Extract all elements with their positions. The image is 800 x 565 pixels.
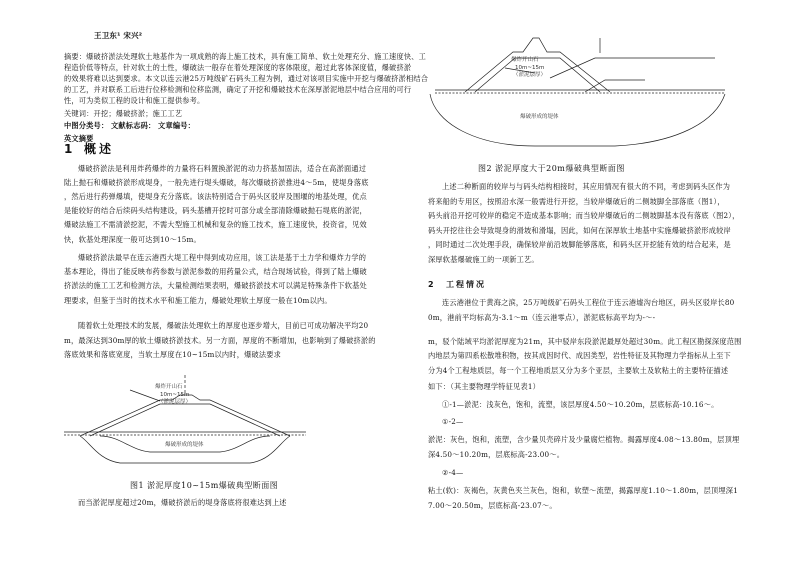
para5-line-1: 上述二种断面的较岸与与码头结构相接时，其应用情况有很大的不同，考虑到码头区作为 (442, 182, 731, 191)
keywords: 关键词：开挖；爆破挤淤；施工工艺 (64, 109, 183, 118)
fig2-label-top: 爆炸开山石 (511, 57, 539, 63)
fig1-label-top: 爆炸开山石 (155, 384, 183, 390)
para1-line-4: 是能较好的结合后续码头结构建设，码头基槽开挖时可部分或全部清除爆破抛石堤底的淤泥， (64, 206, 367, 215)
para6-line-2: 0m，港前平均标高为-3.1～m（连云港零点），淤泥底标高平均为-～- (428, 313, 656, 322)
para6-line-6: 如下：（其主要物理学特征见表1） (428, 382, 540, 391)
abstract-line-3: 的效果将难以达到要求。本文以连云港25万吨级矿石码头工程为例，通过对该项目实施中开挖与爆破挤淤相结合 (64, 74, 429, 83)
para6-line-4: 内地层为第四系松散堆积物，按其成因时代、成因类型，岩性特征及其物理力学指标从上至下 (428, 351, 731, 360)
figure-1-caption: 图1 淤泥厚度10~15m爆破典型断面图 (130, 481, 279, 490)
para1-line-1: 爆破挤淤法是利用炸药爆炸的力量将石料置换淤泥的动力挤基加固法，适合在高淤面通过 (78, 164, 367, 173)
layer-1-2-line-1: 淤泥：灰色，饱和，流塑，含少量贝壳碎片及少量腐烂植物。揭露厚度4.08～13.80m，层顶埋 (428, 435, 740, 444)
section-2-number: 2 (428, 280, 436, 289)
layer-1-2-line-2: 深4.50～10.20m，层底标高-23.00～。 (428, 450, 565, 459)
figure-2-cross-section (415, 28, 735, 148)
para4-line-1: 而当淤泥厚度超过20m，爆破挤淤后的堤身落底将很难达到上述 (78, 498, 287, 507)
para1-line-3: ，然后进行药弹爆填，使堤身充分落底。该法特别适合于码头区驳岸及围堰的地基处理，优点 (64, 192, 367, 201)
abstract-line-1: 摘要：爆破挤淤法处理软土地基作为一项成熟的海上施工技术，具有施工简单、软土处理充分、施工速度快、工 (64, 52, 426, 61)
fig2-label-mid: 10m~15m (515, 65, 545, 71)
para6-line-1: 连云港港位于黄海之滨，25万吨级矿石码头工程位于连云港墟沟台地区，码头区驳岸长80 (442, 298, 735, 307)
para5-line-5: ，同时通过二次处理手段，确保较岸前沿坡脚能够落底，和码头区开挖能有效的结合起来，是 (428, 240, 731, 249)
para6-line-5: 分为4个工程地质层，每一个工程地质层又分为多个亚层，主要软土及软粘土的主要特征描述 (428, 366, 729, 375)
layer-2-4-line-1: 粘土(软)：灰褐色，灰黄色夹兰灰色，饱和，软塑～流塑，揭露厚度1.10～1.80m，层顶埋深1 (428, 486, 738, 495)
para6-line-3: m，驳个陆域平均淤泥厚度为21m，其中驳岸东段淤泥最厚处超过30m。此工程区勘探深度范围 (428, 337, 742, 346)
section-2-title: 工程情况 (446, 280, 486, 289)
abstract-line-4: 的工艺，并对联系工后进行位移检测和位移监测，确定了开挖和爆破技术在深厚淤泥地层中结合应用的可行 (64, 85, 412, 94)
fig1-label-sub: （淤泥层厚） (158, 399, 192, 405)
abstract-line-5: 性，可为类似工程的设计和施工提供参考。 (64, 96, 205, 105)
figure-1-cross-section (60, 370, 310, 480)
para1-line-5: 爆破法施工不需清淤挖泥，不需大型施工机械和复杂的施工技术，施工速度快，投资省，见效 (64, 220, 367, 229)
para3-line-1: 随着软土处理技术的发展，爆破法处理软土的厚度也逐步增大，目前已可成功解决平均20 (78, 321, 369, 330)
para1-line-2: 陆上抛石和爆破挤淤形成堤身，一般先进行堤头爆破，每次爆破挤淤推进4～5m，使堤身落底 (64, 178, 369, 187)
para2-line-1: 爆破挤淤法最早在连云港西大堤工程中得到成功应用，该工法是基于土力学和爆炸力学的 (78, 253, 367, 262)
para2-line-2: 基本理论，得出了能反映布药参数与淤泥参数的用药量公式，结合现场试验，得到了陆上爆破 (64, 267, 367, 276)
fig2-label-sub: （淤泥层厚） (513, 72, 547, 78)
para5-line-3: 码头前沿开挖可较岸的稳定不造成基本影响；而当较岸爆破后的二侧坡脚基本没有落底（图2）， (428, 211, 740, 220)
fig1-label-mid: 10m~15m (160, 392, 190, 398)
clc-line: 中图分类号： 文献标志码： 文章编号： (64, 121, 195, 130)
para1-line-6: 快，软基处理深度一般可达到10～15m。 (64, 235, 201, 244)
figure-2-caption: 图2 淤泥厚度大于20m爆破典型断面图 (478, 164, 625, 173)
para3-line-3: 落底效果和落底宽度，当软土厚度在10~15m以内时，爆破法要求 (64, 350, 282, 359)
abstract-line-2: 程造价低等特点，针对软土的土性，爆破法一般存在着处理深度的客体限度，超过此客体深度值，爆破挤淤 (64, 63, 412, 72)
fig1-label-body: 爆破形成的堤体 (165, 442, 204, 448)
english-abstract-heading: 英文摘要 (64, 134, 94, 143)
layer-1-1: ①-1—淤泥：浅灰色，饱和，流塑，该层厚度4.50～10.20m，层底标高-10.16～。 (442, 400, 719, 409)
authors: 王卫东¹ 宋兴² (94, 31, 143, 40)
para5-line-2: 将来船的专用区，按照沿水深一般需进行开挖，当较岸爆破后的二侧坡脚全部落底（图1）， (428, 197, 725, 206)
layer-2-4-line-2: 7.00～20.50m，层底标高-23.07～。 (428, 501, 557, 510)
para3-line-2: m，最深达到30m厚的软土爆破挤淤技术。另一方面，厚度的不断增加，也影响到了爆破挤淤的 (64, 336, 376, 345)
fig2-label-body: 爆破形成的堤体 (520, 114, 559, 120)
layer-2-4-id: ②-4— (442, 468, 464, 477)
section-1-number: 1 (64, 142, 76, 156)
para2-line-3: 挤淤法的施工工艺和检测方法，大量检测结果表明，爆破挤淤技术可以满足特殊条件下软基处 (64, 281, 367, 290)
para5-line-4: 码头开挖往往会导致堤身的滑坡和滑塌，因此，如何在深厚软土地基中实施爆破挤淤形成较岸 (428, 226, 731, 235)
section-1-title: 概述 (84, 142, 115, 156)
para2-line-4: 理要求，但鉴于当时的技术水平和施工能力，爆破处理软土厚度一般在10m以内。 (64, 296, 332, 305)
layer-1-2-id: ①-2— (442, 417, 464, 426)
para5-line-6: 深厚软基爆破施工的一项新工艺。 (428, 255, 539, 264)
